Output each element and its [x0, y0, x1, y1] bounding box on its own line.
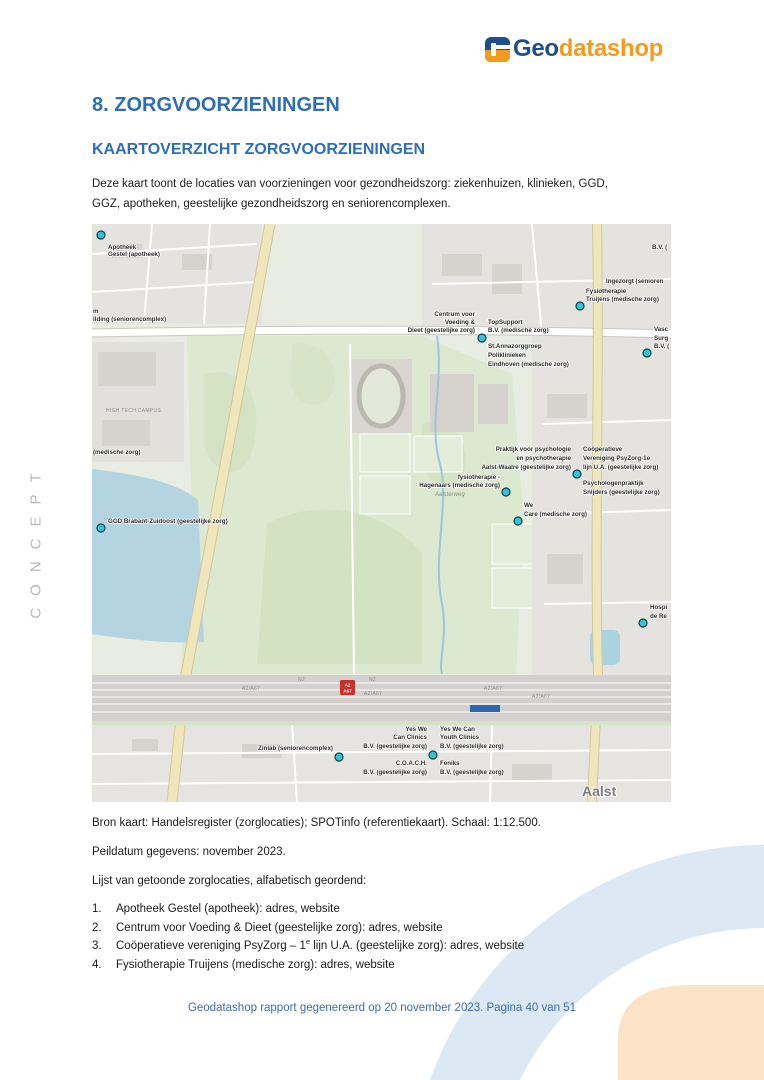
map-label: Fysiotherapie — [586, 288, 627, 295]
map-label: TopSupport — [488, 319, 523, 326]
map-marker — [97, 231, 105, 239]
map-label: Eindhoven (medische zorg) — [488, 361, 569, 368]
map-label: We — [524, 502, 534, 509]
map-label: B.V. (geestelijke zorg) — [440, 769, 504, 776]
town-label: Aalst — [582, 783, 617, 799]
map-label: (medische zorg) — [93, 449, 141, 456]
urban-area — [92, 224, 262, 324]
list-item-text-part: lijn U.A. (geestelijke zorg): adres, website — [310, 940, 525, 952]
building — [442, 254, 482, 276]
map-label: Zinlab (seniorencomplex) — [258, 745, 333, 752]
intro-line-1: Deze kaart toont de locaties van voorzieningen voor gezondheidszorg: ziekenhuizen, klinieken, GGD, — [92, 178, 608, 190]
map-label: Hagenaars (medische zorg) — [419, 482, 500, 489]
list-item-text — [116, 938, 524, 954]
map-marker — [502, 488, 510, 496]
building — [512, 764, 552, 780]
sports-field — [360, 476, 410, 514]
highway-label: A2/A67 — [364, 691, 383, 697]
map-label: Feniks — [440, 760, 460, 767]
geodatashop-logo-icon — [485, 37, 510, 62]
highway-label: A2/A67 — [532, 694, 551, 700]
highway-verge — [92, 721, 671, 725]
map-label: ilding (seniorencomplex) — [93, 316, 167, 323]
map-label: m — [93, 308, 99, 315]
map-label: B.V. (geestelijke zorg) — [363, 743, 427, 750]
map-marker — [478, 334, 486, 342]
map-marker — [97, 524, 105, 532]
logo-wordmark — [513, 35, 663, 63]
athletics-track — [350, 359, 412, 433]
map-label: de Re — [650, 613, 667, 620]
map-label: Can Clinics — [393, 734, 427, 741]
list-item-text-part: Coöperatieve vereniging PsyZorg – 1 — [116, 940, 306, 952]
map-label: Praktijk voor psychologie — [495, 446, 571, 453]
map-canvas — [92, 224, 671, 802]
map-label: fysiotherapie - — [457, 474, 500, 481]
building — [492, 264, 522, 294]
sports-field — [360, 434, 410, 472]
campus-label: HIGH TECH CAMPUS — [106, 408, 161, 414]
concept-watermark: CONCEPT — [27, 461, 45, 619]
map-label: St.Annazorggroep — [488, 343, 542, 350]
ordinal-suffix: e — [305, 937, 311, 947]
street-label: Aalsterweg — [435, 492, 465, 498]
map-label: Aalst-Waalre (geestelijke zorg) — [481, 464, 571, 471]
map-label: lijn U.A. (geestelijke zorg) — [583, 464, 659, 471]
list-item-number: 1. — [92, 903, 102, 915]
building — [98, 352, 156, 386]
golf-course — [257, 510, 422, 664]
shield-label-bottom: A67 — [343, 688, 352, 694]
map-label: Surg — [654, 335, 669, 342]
map-label: Truijens (medische zorg) — [586, 296, 659, 303]
map-marker — [639, 619, 647, 627]
list-item-text: Apotheek Gestel (apotheek): adres, website — [116, 903, 340, 915]
reference-date: Peildatum gegevens: november 2023. — [92, 846, 286, 858]
building — [102, 420, 150, 446]
section-title: 8. ZORGVOORZIENINGEN — [92, 94, 340, 116]
map-label: Centrum voor — [434, 311, 475, 318]
running-track — [359, 366, 403, 426]
logo-text-geo: Geo — [513, 35, 559, 62]
map-label: Yes We Can — [440, 726, 475, 733]
map-label: Psychologenpraktijk — [583, 480, 644, 487]
map-marker — [573, 470, 581, 478]
care-facilities-map — [92, 224, 671, 802]
map-marker — [643, 349, 651, 357]
map-label: GGD Brabant-Zuidoost (geestelijke zorg) — [108, 518, 228, 525]
list-item-number: 4. — [92, 959, 102, 971]
map-label: C.O.A.C.H. — [395, 760, 427, 767]
map-label: B.V. (geestelijke zorg) — [363, 769, 427, 776]
section-subtitle: KAARTOVERZICHT ZORGVOORZIENINGEN — [92, 141, 426, 158]
highway-band — [92, 675, 671, 721]
building — [547, 394, 587, 418]
map-label: Poliklinieken — [488, 352, 526, 359]
map-label: Coöperatieve — [583, 446, 623, 453]
road-n2-label: N2 — [369, 677, 376, 683]
list-intro: Lijst van getoonde zorglocaties, alfabetisch geordend: — [92, 875, 367, 887]
map-label: Yes We — [405, 726, 427, 733]
map-label: Snijders (geestelijke zorg) — [583, 489, 660, 496]
list-item-text: Centrum voor Voeding & Dieet (geestelijke zorg): adres, website — [116, 922, 443, 934]
highway — [92, 675, 671, 725]
map-label: Ingezorgt (senioren — [606, 278, 664, 285]
map-label: Vereniging PsyZorg-1e — [583, 455, 651, 462]
map-label: Voeding & — [444, 319, 475, 326]
map-label: Dieet (geestelijke zorg) — [407, 327, 475, 334]
map-marker — [429, 751, 437, 759]
intro-line-2: GGZ, apotheken, geestelijke gezondheidszorg en seniorencomplexen. — [92, 198, 451, 210]
map-label: Youth Clinics — [440, 734, 480, 741]
map-label: Hospi — [650, 604, 668, 611]
map-source: Bron kaart: Handelsregister (zorglocaties); SPOTinfo (referentiekaart). Schaal: 1:12.500. — [92, 817, 541, 829]
map-marker — [576, 302, 584, 310]
map-label: B.V. ( — [652, 244, 668, 251]
page-footer: Geodatashop rapport gegenereerd op 20 november 2023. Pagina 40 van 51 — [187, 1002, 577, 1014]
map-label: Vasc — [654, 326, 669, 333]
road-n2-label: N2 — [298, 677, 305, 683]
highway-label: A2/A67 — [242, 686, 261, 692]
building — [547, 554, 583, 584]
map-marker — [514, 517, 522, 525]
map-label: B.V. ( — [654, 343, 670, 350]
list-item-text: Fysiotherapie Truijens (medische zorg): adres, website — [116, 959, 395, 971]
building — [478, 384, 508, 424]
map-label: Gestel (apotheek) — [108, 251, 160, 258]
map-label: en psychotherapie — [516, 455, 571, 462]
map-label: Apotheek — [108, 244, 137, 251]
highway-sign — [470, 705, 500, 712]
list-item-number: 2. — [92, 922, 102, 934]
map-marker — [335, 753, 343, 761]
map-label: B.V. (medische zorg) — [488, 327, 549, 334]
map-label: B.V. (geestelijke zorg) — [440, 743, 504, 750]
map-label: Care (medische zorg) — [524, 511, 587, 518]
highway-label: A2/A67 — [484, 686, 503, 692]
water-body — [92, 469, 204, 643]
main-road — [92, 330, 671, 334]
logo-text-datashop: datashop — [558, 35, 664, 62]
list-item-number: 3. — [92, 940, 102, 952]
building — [132, 739, 158, 751]
shield-label-top: A2 — [344, 682, 351, 688]
